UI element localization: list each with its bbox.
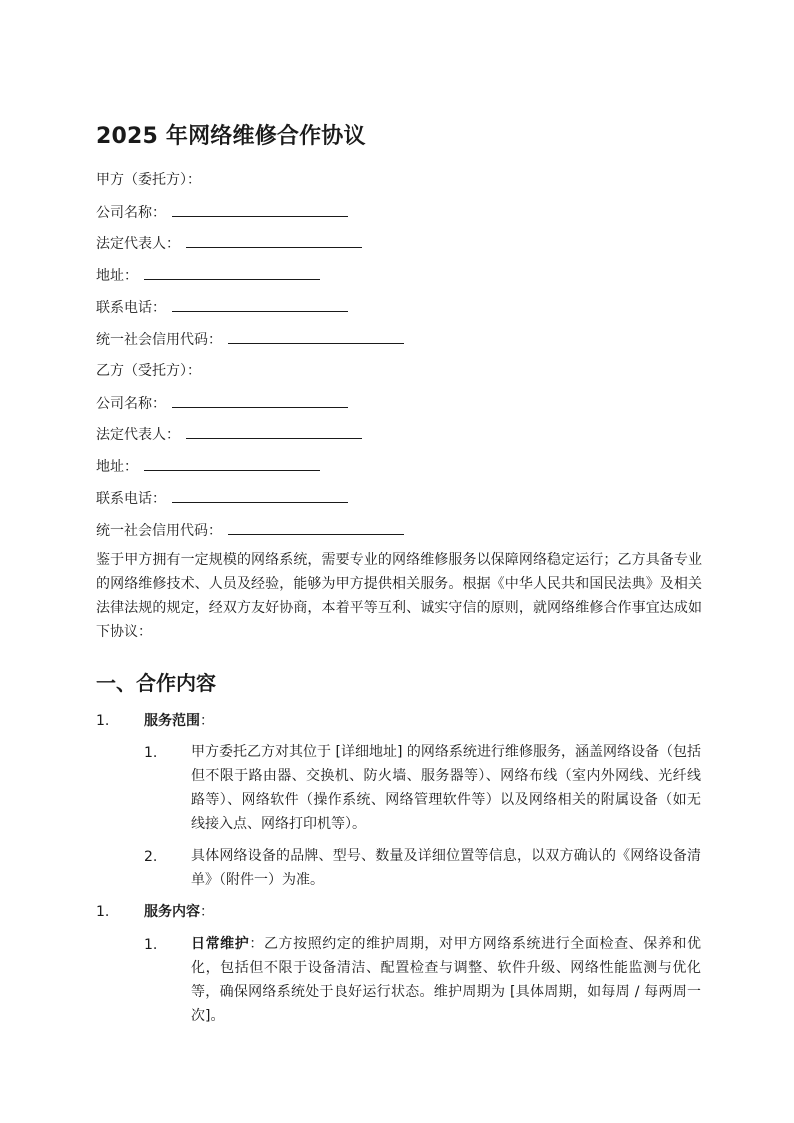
party-a-company-field	[96, 202, 348, 223]
sub-list-item: 具体网络设备的品牌、型号、数量及详细位置等信息，以双方确认的《网络设备清单》（附件一）为准。	[191, 848, 701, 888]
item-term-text: ：乙方按照约定的维护周期，对甲方网络系统进行全面检查、保养和优化，包括但不限于设备清洁、配置检查与调整、软件升级、网络性能监测与优化等，确保网络系统处于良好运行状态。维护周期为 [具体周期，如每周 / 每两周一次]。	[191, 936, 702, 1024]
item-label-bold: 服务内容	[144, 904, 200, 920]
field-label: 法定代表人：	[96, 236, 180, 252]
fill-in-blank	[172, 488, 348, 503]
field-label: 地址：	[96, 268, 138, 284]
list-number: 1.	[96, 713, 110, 729]
fill-in-blank	[186, 424, 362, 439]
list-number: 1.	[96, 904, 110, 920]
party-a-legal-rep-field	[96, 233, 362, 254]
party-a-phone-field	[96, 297, 348, 318]
fill-in-blank	[228, 329, 404, 344]
sub-list-item	[191, 932, 701, 1028]
field-label: 联系电话：	[96, 491, 166, 507]
fill-in-blank	[144, 456, 320, 471]
item-term-bold: 日常维护	[191, 936, 250, 952]
sub-list-item: 甲方委托乙方对其位于 [详细地址] 的网络系统进行维修服务，涵盖网络设备（包括但不限于路由器、交换机、防火墙、服务器等）、网络布线（室内外网线、光纤线路等）、网络软件（操作系统、网络管理软件等）以及网络相关的附属设备（如无线接入点、网络打印机等）。	[191, 744, 701, 832]
field-label: 统一社会信用代码：	[96, 523, 222, 539]
party-a-heading: 甲方（委托方）：	[96, 172, 201, 188]
preamble-paragraph: 鉴于甲方拥有一定规模的网络系统，需要专业的网络维修服务以保障网络稳定运行；乙方具备专业的网络维修技术、人员及经验，能够为甲方提供相关服务。根据《中华人民共和国民法典》及相关法律法规的规定，经双方友好协商，本着平等互利、诚实守信的原则，就网络维修合作事宜达成如下协议：	[96, 552, 702, 640]
item-label-colon: ：	[200, 713, 214, 729]
party-b-credit-code-field	[96, 520, 404, 541]
party-a-credit-code-field	[96, 329, 404, 350]
item-label-bold: 服务范围	[144, 713, 200, 729]
party-a-address-field	[96, 265, 320, 286]
party-b-heading: 乙方（受托方）：	[96, 363, 201, 379]
field-label: 联系电话：	[96, 300, 166, 316]
party-b-phone-field	[96, 488, 348, 509]
item-label-colon: ：	[200, 904, 214, 920]
fill-in-blank	[172, 393, 348, 408]
field-label: 法定代表人：	[96, 427, 180, 443]
sub-list-number: 2.	[144, 849, 158, 865]
list-item-label	[144, 711, 214, 731]
field-label: 公司名称：	[96, 205, 166, 221]
fill-in-blank	[172, 297, 348, 312]
sub-list-number: 1.	[144, 745, 158, 761]
fill-in-blank	[228, 520, 404, 535]
list-item-label	[144, 902, 214, 922]
field-label: 统一社会信用代码：	[96, 332, 222, 348]
fill-in-blank	[186, 233, 362, 248]
party-b-address-field	[96, 456, 320, 477]
fill-in-blank	[172, 202, 348, 217]
section-heading: 一、合作内容	[96, 671, 216, 695]
document-title: 2025 年网络维修合作协议	[96, 124, 366, 149]
fill-in-blank	[144, 265, 320, 280]
party-b-legal-rep-field	[96, 424, 362, 445]
field-label: 公司名称：	[96, 396, 166, 412]
field-label: 地址：	[96, 459, 138, 475]
sub-list-number: 1.	[144, 937, 158, 953]
party-b-company-field	[96, 393, 348, 414]
